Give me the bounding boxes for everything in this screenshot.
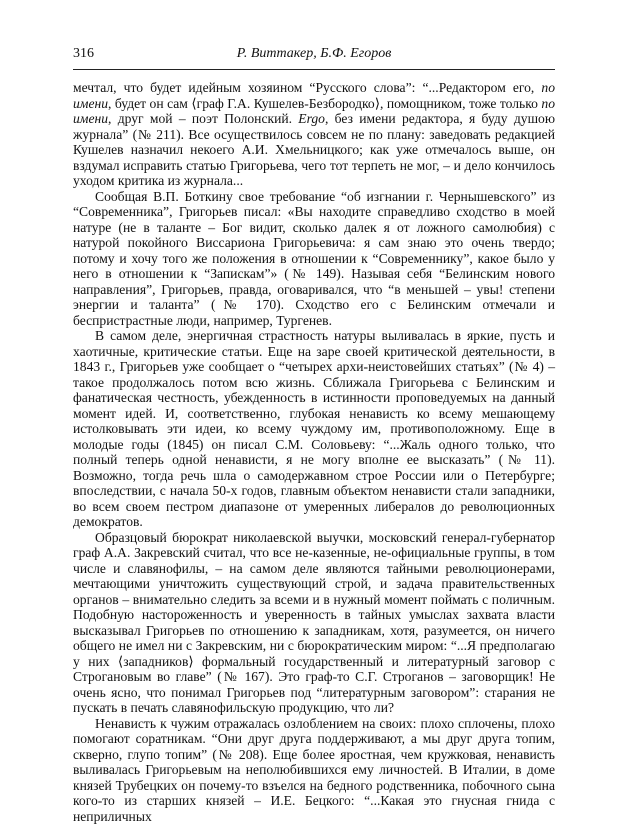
page-number: 316 (73, 46, 94, 62)
paragraph (73, 189, 555, 329)
text-run: , друг мой – поэт Полонский. (108, 111, 298, 126)
text-run: Образцовый бюрократ николаевской выучки, московский генерал-губернатор граф А.А. Закревский считал, что все не-казенные, не-официальные группы, в том числе и славянофилы, – на самом деле являются тайными революционерами, мечтающими уничтожить существующий строй, и задача правительственных органов – внимательно следить за всеми и в нужный момент поймать с поличным. Подобную настороженность и уверенность в тайных умыслах захвата власти высказывал Григорьев по отношению к западникам, хотя, разумеется, он ничего общего не имел ни с Закревским, ни с бюрократическим миром: “...Я предполагаю у них ⟨западников⟩ формальный государственный и литературный заговор с Строгановым во главе” (№ 167). Это граф-то С.Г. Строганов – заговорщик! Не очень ясно, что понимал Григорьев под “литературным заговором”: старания не пускать в печать славянофильскую продукцию, что ли? (73, 530, 555, 716)
text-run: В самом деле, энергичная страстность натуры выливалась в яркие, пусть и хаотичные, критические статьи. Еще на заре своей критической деятельности, в 1843 г., Григорьев уже сообщает о “четырех архи-неистовейших статьях” (№ 4) – такое продолжалось потом всю жизнь. Сближала Григорьева с Белинским и фанатическая честность, убежденность в истинности проповедуемых на данный момент идей. И, соответственно, глубокая ненависть ко всему мешающему истолковывать эти идеи, ко всему чуждому им, противоположному. Еще в молодые годы (1845) он писал С.М. Соловьеву: “...Жаль одного только, что полный теперь одной ненависти, я не могу вполне ее высказать” (№ 11). Возможно, тогда речь шла о самодержавном строе России или о Петербурге; впоследствии, с начала 50-х годов, главным объектом ненависти стали западники, во всем своем пестром диапазоне от умеренных либералов до революционных демократов. (73, 328, 555, 529)
text-run: Ненависть к чужим отражалась озлоблением на своих: плохо сплочены, плохо помогают соратникам. “Они друг друга поддерживают, а мы друг друга топим, скверно, глупо топим” (№ 208). Еще более яростная, чем кружковая, ненависть выливалась Григорьевым на неполюбившихся ему личностей. В Италии, в доме князей Трубецких он почему-то взъелся на бедного родственника, побочного сына кого-то из старших князей – И.Е. Бецкого: “...Какая это гнусная гнида с неприличных (73, 716, 555, 824)
running-head: Р. Виттакер, Б.Ф. Егоров (73, 46, 555, 62)
paragraph (73, 530, 555, 716)
text-run: , без имени редактора, я буду душою журнала” (№ 211). Все осуществилось совсем не по плану: заведовать редакцией Кушелев назначил некоего А.И. Хмельницкого; как уже отмечалось выше, он вздумал исправить статью Григорьева, чего тот терпеть не мог, – и дело кончилось уходом критика из журнала... (73, 111, 555, 188)
header-rule (73, 69, 555, 70)
text-run: , будет он сам ⟨граф Г.А. Кушелев-Безбородко⟩, помощником, тоже только (108, 96, 541, 111)
text-run: Сообщая В.П. Боткину свое требование “об изгнании г. Чернышевского” из “Современника”, Григорьев писал: «Вы находите справедливо сходство в моей натуре (не в таланте – Бог видит, сколько далек я от ложного самолюбия) с натурой покойного Виссариона Григорьевича: я сам знаю это очень твердо; потому и хочу того же положения в отношении к “Современнику”, какое было у него в отношении к “Запискам”» (№ 149). Называя себя “Белинским нового направления”, Григорьев, правда, оговаривался, что “в меньшей – увы! степени энергии и таланта” (№ 170). Сходство его с Белинским отмечали и беспристрастные люди, например, Тургенев. (73, 189, 555, 328)
italic-text: по имени (73, 80, 555, 111)
italic-text: Ergo (298, 111, 325, 126)
page-header (73, 46, 555, 70)
italic-text: по имени (73, 96, 555, 127)
text-run: мечтал, что будет идейным хозяином “Русского слова”: “...Редактором его, (73, 80, 541, 95)
paragraph (73, 328, 555, 530)
paragraph (73, 716, 555, 824)
body-text (73, 80, 555, 824)
paragraph (73, 80, 555, 189)
